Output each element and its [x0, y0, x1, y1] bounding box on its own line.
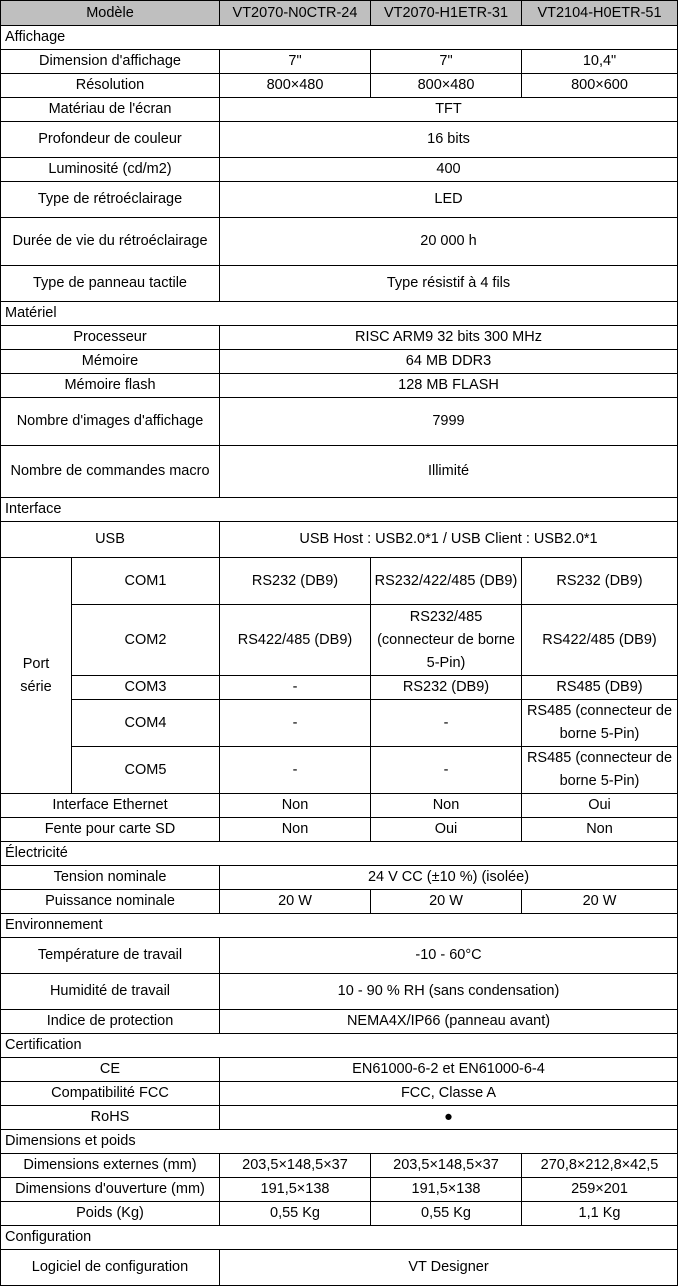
section-row: [1, 1130, 678, 1154]
cell-value: -: [371, 700, 522, 747]
table-row: [1, 522, 678, 558]
cell-value: 20 000 h: [220, 218, 678, 266]
cell-value: 24 V CC (±10 %) (isolée): [220, 866, 678, 890]
cell-value: -: [220, 700, 371, 747]
table-row: [1, 1250, 678, 1286]
cell-value: Non: [371, 794, 522, 818]
cell-value: -10 - 60°C: [220, 938, 678, 974]
table-row: [1, 74, 678, 98]
table-row: [1, 122, 678, 158]
row-label: Mémoire flash: [1, 374, 220, 398]
table-row: [1, 98, 678, 122]
row-label: COM1: [72, 558, 220, 605]
cell-value: 191,5×138: [371, 1178, 522, 1202]
header-row: [1, 1, 678, 26]
header-model: Modèle: [1, 1, 220, 26]
cell-value: 203,5×148,5×37: [371, 1154, 522, 1178]
row-label: Indice de protection: [1, 1010, 220, 1034]
cell-value: Oui: [371, 818, 522, 842]
cell-value: 800×480: [371, 74, 522, 98]
cell-value: 7999: [220, 398, 678, 446]
table-row: [1, 374, 678, 398]
table-row: [1, 50, 678, 74]
row-label: Type de rétroéclairage: [1, 182, 220, 218]
cell-value: NEMA4X/IP66 (panneau avant): [220, 1010, 678, 1034]
cell-value: VT Designer: [220, 1250, 678, 1286]
cell-value: -: [220, 747, 371, 794]
section-display: Affichage: [1, 26, 678, 50]
row-label: Matériau de l'écran: [1, 98, 220, 122]
table-row: [1, 1202, 678, 1226]
cell-value: 20 W: [371, 890, 522, 914]
table-row: [1, 676, 678, 700]
cell-value: RS232/422/485 (DB9): [371, 558, 522, 605]
serial-port-label: Port série: [1, 558, 72, 794]
row-label: USB: [1, 522, 220, 558]
row-label: Logiciel de configuration: [1, 1250, 220, 1286]
table-row: [1, 558, 678, 605]
row-label: Dimensions d'ouverture (mm): [1, 1178, 220, 1202]
section-row: [1, 498, 678, 522]
row-label: Nombre de commandes macro: [1, 446, 220, 498]
row-label: Dimension d'affichage: [1, 50, 220, 74]
row-label: Température de travail: [1, 938, 220, 974]
table-row: [1, 326, 678, 350]
table-row: [1, 700, 678, 747]
section-row: [1, 842, 678, 866]
section-dimensions: Dimensions et poids: [1, 1130, 678, 1154]
table-row: [1, 398, 678, 446]
section-row: [1, 1226, 678, 1250]
row-label: Profondeur de couleur: [1, 122, 220, 158]
header-model-3: VT2104-H0ETR-51: [522, 1, 678, 26]
cell-value: 20 W: [522, 890, 678, 914]
cell-value: FCC, Classe A: [220, 1082, 678, 1106]
table-row: [1, 1154, 678, 1178]
cell-value: 0,55 Kg: [371, 1202, 522, 1226]
table-row: [1, 266, 678, 302]
cell-value: 10,4": [522, 50, 678, 74]
row-label: Compatibilité FCC: [1, 1082, 220, 1106]
table-row: [1, 818, 678, 842]
cell-value: 16 bits: [220, 122, 678, 158]
table-row: [1, 605, 678, 676]
cell-value: RS232 (DB9): [371, 676, 522, 700]
cell-value: -: [220, 676, 371, 700]
section-row: [1, 914, 678, 938]
row-label: Luminosité (cd/m2): [1, 158, 220, 182]
bullet-icon: ●: [220, 1106, 678, 1130]
cell-value: 7": [220, 50, 371, 74]
table-row: [1, 350, 678, 374]
table-row: [1, 218, 678, 266]
row-label: COM5: [72, 747, 220, 794]
cell-value: RS485 (connecteur de borne 5-Pin): [522, 747, 678, 794]
row-label: COM2: [72, 605, 220, 676]
table-row: [1, 1058, 678, 1082]
cell-value: -: [371, 747, 522, 794]
section-certification: Certification: [1, 1034, 678, 1058]
cell-value: Non: [522, 818, 678, 842]
row-label: Dimensions externes (mm): [1, 1154, 220, 1178]
cell-value: 259×201: [522, 1178, 678, 1202]
row-label: COM4: [72, 700, 220, 747]
row-label: Interface Ethernet: [1, 794, 220, 818]
row-label: COM3: [72, 676, 220, 700]
cell-value: 128 MB FLASH: [220, 374, 678, 398]
cell-value: RS485 (DB9): [522, 676, 678, 700]
cell-value: 10 - 90 % RH (sans condensation): [220, 974, 678, 1010]
row-label: Poids (Kg): [1, 1202, 220, 1226]
cell-value: 0,55 Kg: [220, 1202, 371, 1226]
cell-value: 270,8×212,8×42,5: [522, 1154, 678, 1178]
row-label: RoHS: [1, 1106, 220, 1130]
cell-value: 20 W: [220, 890, 371, 914]
row-label: Puissance nominale: [1, 890, 220, 914]
row-label: Type de panneau tactile: [1, 266, 220, 302]
cell-value: 800×600: [522, 74, 678, 98]
section-electricity: Électricité: [1, 842, 678, 866]
cell-value: 800×480: [220, 74, 371, 98]
table-row: [1, 747, 678, 794]
row-label: Processeur: [1, 326, 220, 350]
row-label: Durée de vie du rétroéclairage: [1, 218, 220, 266]
cell-value: 191,5×138: [220, 1178, 371, 1202]
table-row: [1, 182, 678, 218]
cell-value: RS485 (connecteur de borne 5-Pin): [522, 700, 678, 747]
cell-value: 64 MB DDR3: [220, 350, 678, 374]
row-label: Résolution: [1, 74, 220, 98]
cell-value: LED: [220, 182, 678, 218]
cell-value: USB Host : USB2.0*1 / USB Client : USB2.0*1: [220, 522, 678, 558]
section-environment: Environnement: [1, 914, 678, 938]
table-row: [1, 1106, 678, 1130]
cell-value: 1,1 Kg: [522, 1202, 678, 1226]
header-model-1: VT2070-N0CTR-24: [220, 1, 371, 26]
table-row: [1, 974, 678, 1010]
cell-value: RS422/485 (DB9): [220, 605, 371, 676]
table-row: [1, 890, 678, 914]
cell-value: RS232 (DB9): [220, 558, 371, 605]
cell-value: RS422/485 (DB9): [522, 605, 678, 676]
cell-value: RISC ARM9 32 bits 300 MHz: [220, 326, 678, 350]
section-row: [1, 26, 678, 50]
row-label: Fente pour carte SD: [1, 818, 220, 842]
cell-value: TFT: [220, 98, 678, 122]
cell-value: RS232/485 (connecteur de borne 5-Pin): [371, 605, 522, 676]
cell-value: 7": [371, 50, 522, 74]
cell-value: 203,5×148,5×37: [220, 1154, 371, 1178]
section-configuration: Configuration: [1, 1226, 678, 1250]
row-label: Nombre d'images d'affichage: [1, 398, 220, 446]
section-hardware: Matériel: [1, 302, 678, 326]
section-row: [1, 302, 678, 326]
cell-value: RS232 (DB9): [522, 558, 678, 605]
cell-value: Oui: [522, 794, 678, 818]
cell-value: Non: [220, 794, 371, 818]
table-row: [1, 158, 678, 182]
row-label: Tension nominale: [1, 866, 220, 890]
row-label: Mémoire: [1, 350, 220, 374]
section-interface: Interface: [1, 498, 678, 522]
cell-value: Non: [220, 818, 371, 842]
cell-value: EN61000-6-2 et EN61000-6-4: [220, 1058, 678, 1082]
row-label: Humidité de travail: [1, 974, 220, 1010]
row-label: CE: [1, 1058, 220, 1082]
section-row: [1, 1034, 678, 1058]
cell-value: 400: [220, 158, 678, 182]
table-row: [1, 1178, 678, 1202]
cell-value: Illimité: [220, 446, 678, 498]
table-row: [1, 938, 678, 974]
header-model-2: VT2070-H1ETR-31: [371, 1, 522, 26]
table-row: [1, 1010, 678, 1034]
table-row: [1, 446, 678, 498]
table-row: [1, 866, 678, 890]
cell-value: Type résistif à 4 fils: [220, 266, 678, 302]
table-row: [1, 794, 678, 818]
table-row: [1, 1082, 678, 1106]
